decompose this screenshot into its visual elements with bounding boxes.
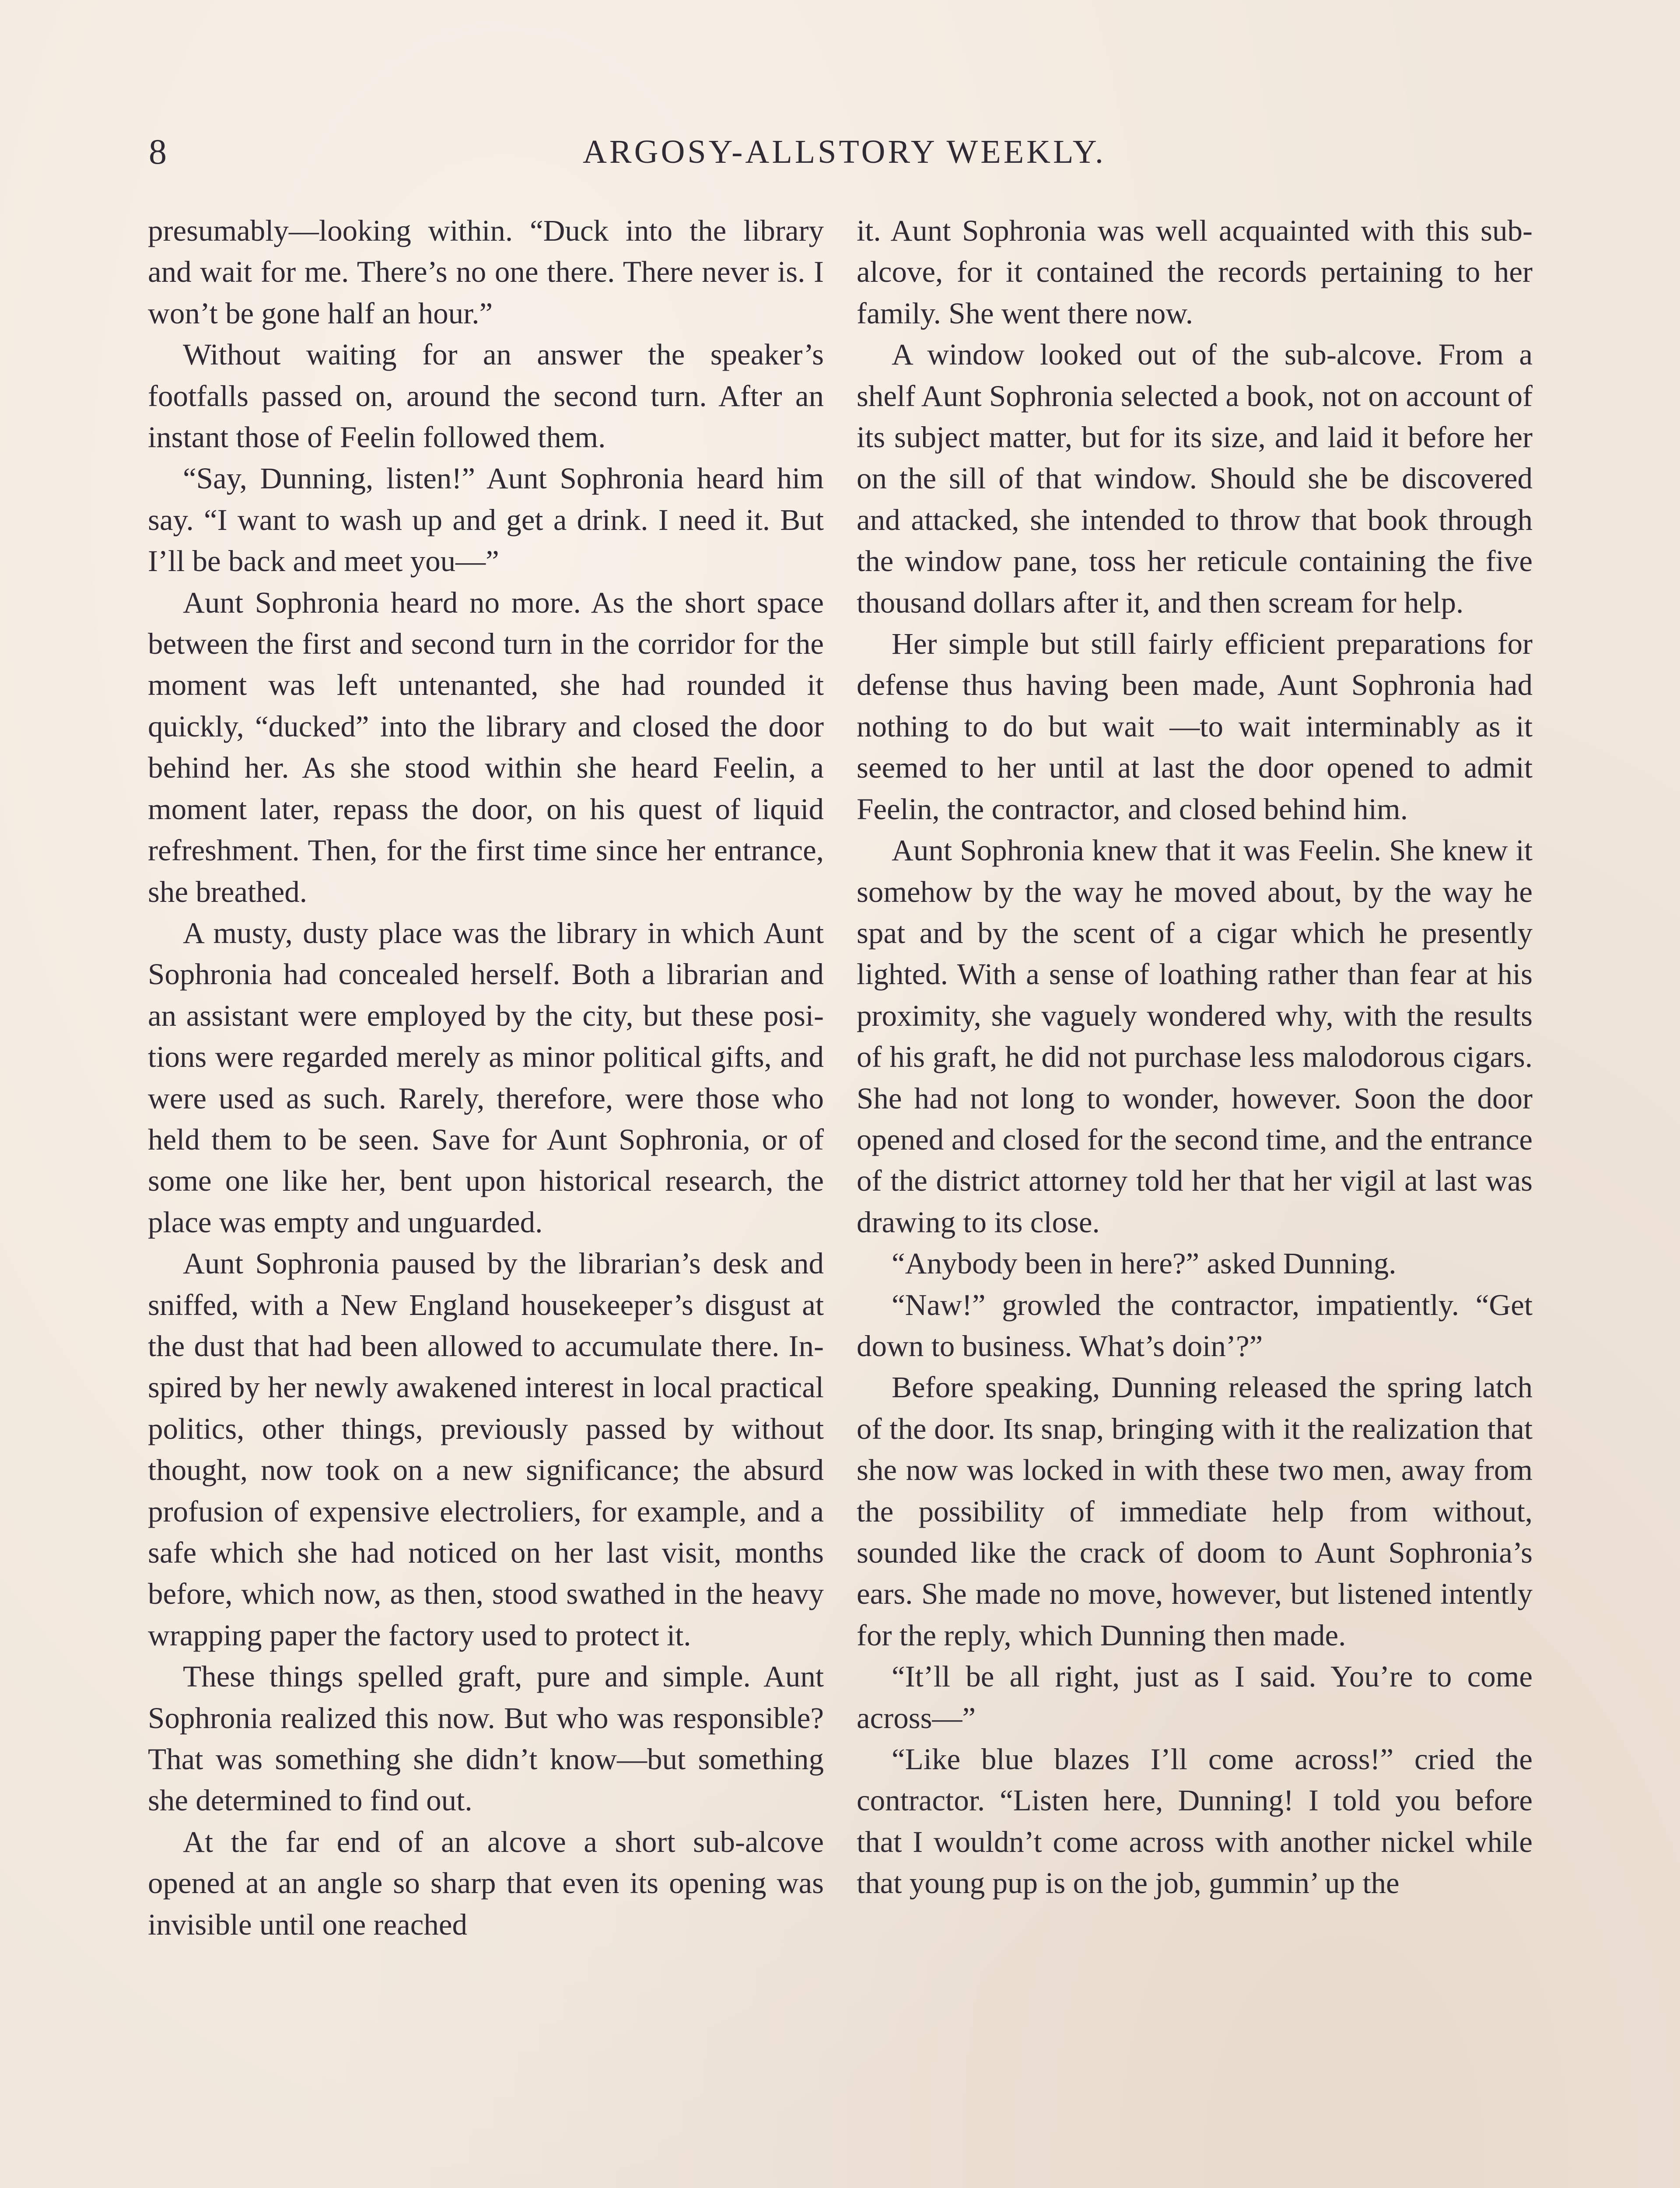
left-column xyxy=(148,210,824,1945)
paragraph: Aunt Sophronia paused by the librarian’s desk and sniffed, with a New England housekeeper’s disgust at the dust that had been allowed to accumulate there. Inspired by her newly awakened interest in local practical politics, other things, previously passed by without thought, now took on a new significance; the absurd profusion of expensive electroliers, for example, and a safe which she had noticed on her last visit, months before, which now, as then, stood swathed in the heavy wrapping paper the factory used to protect it. xyxy=(148,1247,824,1652)
paragraph: “It’ll be all right, just as I said. You’re to come across—” xyxy=(857,1660,1533,1735)
paragraph: “Say, Dunning, listen!” Aunt Sophronia heard him say. “I want to wash up and get a drink. I need it. But I’ll be back and meet you—” xyxy=(148,462,824,578)
page-number: 8 xyxy=(149,132,168,172)
paragraph: “Like blue blazes I’ll come across!” cried the contractor. “Listen here, Dunning! I told you before that I wouldn’t come across with another nickel while that young pup is on the job, gummin’ up the xyxy=(857,1743,1533,1900)
paragraph: At the far end of an alcove a short sub-alcove opened at an angle so sharp that even its opening was invisible until one reached xyxy=(148,1825,824,1941)
paragraph: These things spelled graft, pure and simple. Aunt Sophronia realized this now. But who was responsible? That was something she didn’t know—but something she determined to find out. xyxy=(148,1660,824,1817)
page-header xyxy=(149,128,1540,176)
running-head: ARGOSY-ALLSTORY WEEKLY. xyxy=(583,133,1106,170)
paragraph: presumably—looking within. “Duck into the library and wait for me. There’s no one there. There never is. I won’t be gone half an hour.” xyxy=(148,214,824,330)
paragraph: Before speaking, Dunning released the spring latch of the door. Its snap, bringing with it the realization that she now was locked in with these two men, away from the possibility of immediate help from without, sounded like the crack of doom to Aunt Sophronia’s ears. She made no move, however, but listened intently for the reply, which Dunning then made. xyxy=(857,1371,1533,1652)
paragraph: “Naw!” growled the contractor, impatiently. “Get down to business. What’s doin’?” xyxy=(857,1288,1533,1363)
paragraph: A window looked out of the sub-alcove. From a shelf Aunt Sophronia selected a book, not on account of its subject matter, but for its size, and laid it before her on the sill of that window. Should she be discovered and attacked, she intended to throw that book through the window pane, toss her reticule containing the five thousand dollars after it, and then scream for help. xyxy=(857,338,1533,619)
paragraph: Without waiting for an answer the speaker’s footfalls passed on, around the second turn. After an instant those of Feelin followed them. xyxy=(148,338,824,454)
paragraph: Her simple but still fairly efficient preparations for defense thus having been made, Aunt Sophronia had nothing to do but wait —to wait interminably as it seemed to her until at last the door opened to admit Feelin, the contractor, and closed behind him. xyxy=(857,627,1533,826)
paragraph: it. Aunt Sophronia was well acquainted with this sub-alcove, for it contained the records pertaining to her family. She went there now. xyxy=(857,214,1533,330)
paragraph: A musty, dusty place was the library in which Aunt Sophronia had concealed herself. Both a librarian and an assistant were employed by the city, but these positions were regarded merely as minor political gifts, and were used as such. Rarely, therefore, were those who held them to be seen. Save for Aunt Sophronia, or of some one like her, bent upon historical research, the place was empty and unguarded. xyxy=(148,916,824,1239)
right-column xyxy=(857,210,1533,1904)
paragraph: “Anybody been in here?” asked Dunning. xyxy=(892,1247,1396,1280)
paragraph: Aunt Sophronia heard no more. As the short space between the first and second turn in the corridor for the moment was left untenanted, she had rounded it quickly, “ducked” into the library and closed the door behind her. As she stood within she heard Feelin, a moment later, repass the door, on his quest of liquid refreshment. Then, for the first time since her entrance, she breathed. xyxy=(148,586,824,908)
paragraph: Aunt Sophronia knew that it was Feelin. She knew it somehow by the way he moved about, by the way he spat and by the scent of a cigar which he presently lighted. With a sense of loathing rather than fear at his proximity, she vaguely wondered why, with the results of his graft, he did not purchase less malodorous cigars. She had not long to wonder, however. Soon the door opened and closed for the second time, and the entrance of the district attorney told her that her vigil at last was drawing to its close. xyxy=(857,834,1533,1239)
